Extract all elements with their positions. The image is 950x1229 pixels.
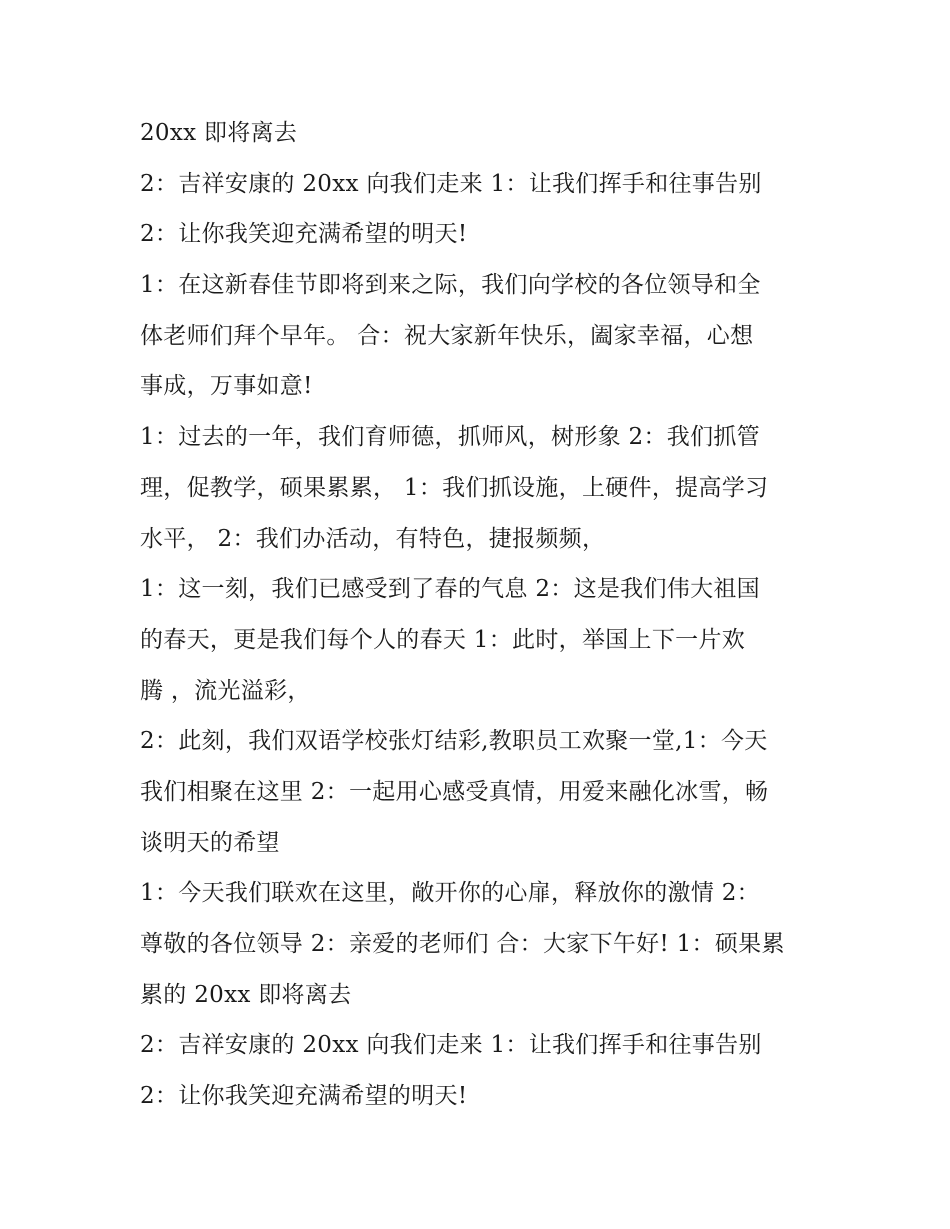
text-line: 1：这一刻，我们已感受到了春的气息 2：这是我们伟大祖国 bbox=[140, 576, 760, 603]
text-line: 20xx 即将离去 bbox=[140, 120, 298, 146]
text-line: 1：过去的一年，我们育师德，抓师风，树形象 2：我们抓管 bbox=[140, 424, 760, 451]
text-line: 累的 20xx 即将离去 bbox=[140, 981, 352, 1008]
text-line: 谈明天的希望 bbox=[140, 829, 280, 856]
text-line: 事成，万事如意! bbox=[140, 373, 313, 400]
text-line: 尊敬的各位领导 2：亲爱的老师们 合：大家下午好! 1：硕果累 bbox=[140, 931, 785, 957]
text-line: 腾 ，流光溢彩， bbox=[140, 677, 311, 704]
text-line: 水平， 2：我们办活动，有特色，捷报频频， bbox=[140, 525, 606, 552]
text-line: 1：在这新春佳节即将到来之际，我们向学校的各位领导和全 bbox=[140, 272, 761, 299]
text-line: 2：让你我笑迎充满希望的明天! bbox=[140, 221, 468, 248]
text-line: 的春天，更是我们每个人的春天 1：此时，举国上下一片欢 bbox=[140, 626, 746, 653]
text-line: 2：吉祥安康的 20xx 向我们走来 1：让我们挥手和往事告别 bbox=[140, 1032, 762, 1059]
text-line: 理，促教学，硕果累累， 1：我们抓设施，上硬件，提高学习 bbox=[140, 474, 769, 501]
text-line: 2：吉祥安康的 20xx 向我们走来 1：让我们挥手和往事告别 bbox=[140, 170, 762, 197]
text-line: 1：今天我们联欢在这里，敞开你的心扉，释放你的激情 2： bbox=[140, 880, 760, 907]
text-line: 我们相聚在这里 2：一起用心感受真情，用爱来融化冰雪，畅 bbox=[140, 778, 769, 805]
text-line: 体老师们拜个早年。 合：祝大家新年快乐，阖家幸福，心想 bbox=[140, 322, 754, 349]
document-body bbox=[140, 108, 820, 1122]
text-line: 2：让你我笑迎充满希望的明天! bbox=[140, 1083, 468, 1110]
text-line: 2：此刻，我们双语学校张灯结彩,教职员工欢聚一堂,1：今天 bbox=[140, 728, 768, 755]
